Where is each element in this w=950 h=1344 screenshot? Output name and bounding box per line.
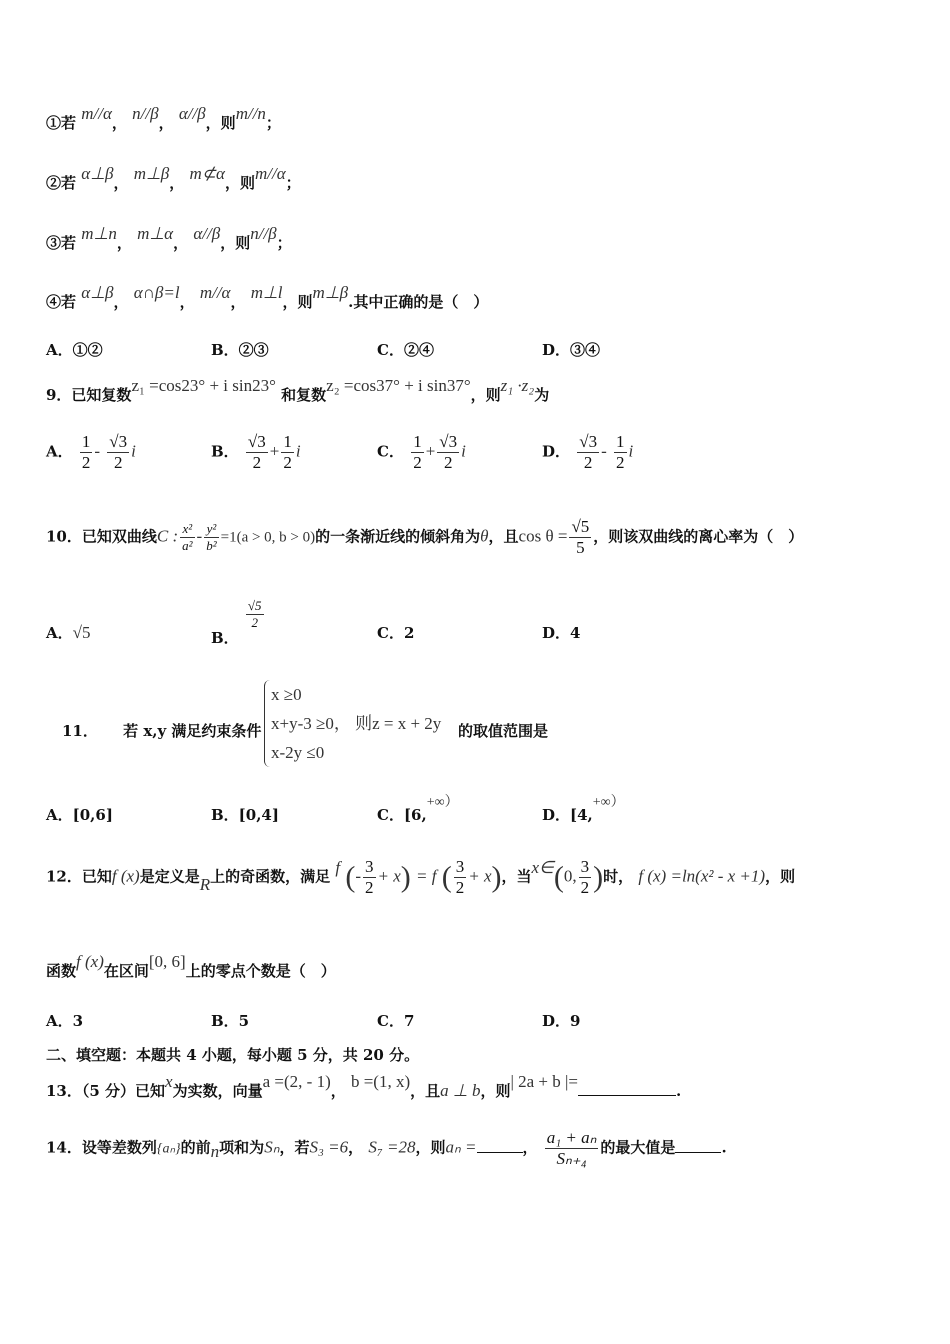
fraction-num: 3 <box>580 857 590 876</box>
left-paren: ( <box>553 860 564 894</box>
imag-unit: i <box>628 441 634 461</box>
fraction-den: 2 <box>365 878 374 897</box>
fraction <box>363 857 376 898</box>
operator: - <box>601 441 607 461</box>
math-expr: α//β <box>193 224 221 243</box>
fraction-num: √3 <box>439 432 458 451</box>
question-text: 为实数，向量 <box>172 1082 263 1100</box>
punct: ； <box>276 234 292 252</box>
fraction-den: 2 <box>413 453 422 472</box>
math-expr: m⊥β <box>133 164 170 183</box>
math-expr: [0, 6] <box>148 952 186 971</box>
condition-index: ① <box>46 114 62 132</box>
right-paren: ) <box>593 860 604 894</box>
q8-option-d[interactable]: D．③④ <box>542 341 601 359</box>
fraction-den: 2 <box>443 453 453 472</box>
math-expr: n//β <box>132 104 159 123</box>
fraction-den: 2 <box>580 878 590 897</box>
q9-option-a[interactable] <box>46 432 136 473</box>
q11-option-b[interactable]: B．[0,4] <box>211 806 279 824</box>
math-expr: n <box>210 1141 220 1161</box>
fraction <box>454 857 467 898</box>
fraction <box>614 432 627 473</box>
math-expr: cos θ = <box>518 526 568 546</box>
condition-2: ②若 α⊥β， m⊥β， m⊄α，则m//α； <box>46 164 301 192</box>
answer-blank[interactable] <box>675 1152 721 1153</box>
math-expr: S₃ =6 <box>309 1137 349 1157</box>
fraction-den: 2 <box>616 453 625 472</box>
word-ruo: 若 <box>61 174 77 192</box>
question-text: ，则该双曲线的离心率为（ ） <box>593 527 804 546</box>
condition-index: ④ <box>46 293 62 311</box>
condition-1: ①若 m//α， n//β， α//β，则m//n； <box>46 104 281 132</box>
word-then: 则 <box>235 234 251 252</box>
math-expr: | 2a + b |= <box>510 1072 579 1091</box>
question-text: 若 x,y 满足约束条件 <box>123 722 262 740</box>
question-text: 的最大值是 <box>600 1138 676 1157</box>
math-expr: +∞） <box>592 795 625 810</box>
math-expr: f (x) <box>76 952 104 971</box>
q8-option-b[interactable]: B．②③ <box>211 341 269 359</box>
math-expr: aₙ = <box>445 1137 477 1157</box>
question-11 <box>62 720 261 741</box>
fraction-num: 1 <box>283 432 292 451</box>
math-expr: b =(1, x) <box>350 1072 411 1091</box>
question-text: 和复数 <box>281 386 327 404</box>
question-14: 14．设等差数列{aₙ}的前n项和为Sₙ，若S₃ =6， S₇ =28，则aₙ = ， $\frac{\text{a₁ + aₙ}}{\text{Sₙ₊₄}}$ 的最大值是 . <box>46 1128 727 1168</box>
question-text: 函数 <box>46 962 77 980</box>
fraction <box>411 432 424 473</box>
imag-unit: i <box>461 441 466 461</box>
math-expr: x∈ <box>531 857 554 877</box>
math-expr: f (x) =ln(x² - x +1) <box>638 866 766 886</box>
question-12-prefix: 12．已知 <box>46 867 112 886</box>
math-expr: m⊄α <box>189 164 225 183</box>
math-expr: √5 <box>72 623 91 642</box>
math-expr: x <box>165 1072 173 1091</box>
fraction-num: √5 <box>247 598 262 613</box>
math-expr: m//α <box>81 104 112 123</box>
option-label: B． <box>211 628 239 647</box>
q10-option-c[interactable]: C．2 <box>377 624 415 642</box>
math-expr: m//α <box>199 283 231 302</box>
fraction-num: √3 <box>109 432 128 451</box>
question-9 <box>46 376 550 405</box>
fraction <box>107 432 129 473</box>
fraction-num: x² <box>180 521 194 538</box>
math-expr: + x <box>468 866 492 886</box>
fraction <box>545 1128 599 1169</box>
question-13-prefix: 13．（5 分）已知 <box>46 1082 166 1100</box>
word-then: 则 <box>239 174 255 192</box>
fraction-num: 1 <box>413 432 422 451</box>
fraction-den: 2 <box>283 453 292 472</box>
question-text: 项和为 <box>219 1138 265 1157</box>
question-text: ，若 <box>279 1138 310 1157</box>
fraction-num: 3 <box>455 857 465 876</box>
math-expr: α⊥β <box>81 164 114 183</box>
fraction-num: a₁ + aₙ <box>546 1128 597 1147</box>
q12-option-a[interactable]: A．3 <box>46 1012 84 1030</box>
question-text: 在区间 <box>103 962 149 980</box>
fraction-num: 3 <box>365 857 374 876</box>
option-label: D．[4, <box>542 806 593 824</box>
right-paren: ) <box>400 860 411 894</box>
math-expr: α⊥β <box>81 283 114 302</box>
punct: . <box>676 1082 682 1100</box>
fraction <box>246 598 264 631</box>
math-expr: a ⊥ b <box>440 1081 481 1100</box>
section-heading: 二、填空题：本题共 4 小题，每小题 5 分，共 20 分。 <box>46 1046 420 1064</box>
option-label: D． <box>542 442 571 461</box>
imag-unit: i <box>131 441 136 461</box>
math-expr: m//n <box>235 104 266 123</box>
word-ruo: 若 <box>61 234 77 252</box>
question-10-prefix: 10．已知双曲线 <box>46 527 157 546</box>
fraction-num: √3 <box>247 432 266 451</box>
fraction-num: 1 <box>81 432 91 451</box>
question-text: 的一条渐近线的倾斜角为 <box>315 527 481 546</box>
option-label: A． <box>46 442 73 461</box>
option-label: B． <box>211 442 239 461</box>
fraction-num: √5 <box>571 517 590 536</box>
math-expr: S₇ =28 <box>368 1137 416 1157</box>
imag-unit: i <box>295 441 301 461</box>
question-12-line2 <box>46 952 336 981</box>
question-text: ，则 <box>470 386 501 404</box>
fraction <box>204 521 218 554</box>
math-expr: n//β <box>250 224 277 243</box>
q12-option-d[interactable]: D．9 <box>542 1012 581 1030</box>
math-expr: R <box>199 874 211 894</box>
question-text: 的前 <box>180 1138 211 1157</box>
question-text: 上的奇函数，满足 <box>210 867 331 886</box>
fraction-den: a² <box>182 538 193 553</box>
fraction-den: Sₙ₊₄ <box>556 1149 587 1168</box>
fraction-num: y² <box>204 521 218 538</box>
math-expr: θ <box>480 526 489 546</box>
fraction <box>281 432 294 473</box>
operator: + <box>425 441 436 461</box>
question-12 <box>46 857 795 898</box>
q11-option-a[interactable]: A．[0,6] <box>46 806 113 824</box>
question-text: 时， <box>603 867 634 886</box>
question-text: ，则 <box>415 1138 446 1157</box>
math-expr: α∩β=l <box>133 283 180 302</box>
question-text: ，则 <box>765 867 796 886</box>
math-expr: f (x) <box>111 866 140 886</box>
question-stem-end: .其中正确的是（ ） <box>348 293 489 311</box>
question-10 <box>46 517 803 558</box>
math-expr: {aₙ} <box>156 1141 181 1157</box>
fraction-den: b² <box>206 538 217 553</box>
question-11-end: 的取值范围是 <box>458 722 549 740</box>
question-text: ，当 <box>501 867 532 886</box>
constraint-line: x-2y ≤0 <box>271 743 325 762</box>
punct: . <box>721 1138 727 1157</box>
fraction-den: 5 <box>576 538 585 557</box>
operator: - <box>355 866 362 886</box>
fraction-den: 2 <box>583 453 593 472</box>
right-paren: ) <box>491 860 502 894</box>
q9-option-d[interactable] <box>542 432 633 473</box>
q12-option-b[interactable]: B．5 <box>211 1012 250 1030</box>
fraction <box>246 432 268 473</box>
fraction <box>569 517 591 558</box>
math-expr: +∞） <box>426 795 459 810</box>
question-9-prefix: 9．已知复数 <box>46 386 132 404</box>
q10-option-b[interactable] <box>211 598 266 647</box>
fraction <box>579 857 592 898</box>
fraction-num: 1 <box>616 432 625 451</box>
question-text: 是定义是 <box>139 867 200 886</box>
math-expr: Sₙ <box>264 1137 280 1157</box>
q9-option-b[interactable] <box>211 432 301 473</box>
condition-index: ② <box>46 174 62 192</box>
math-expr: = f <box>416 866 437 886</box>
constraint-line: x ≥0 <box>271 685 302 704</box>
math-expr: m⊥β <box>312 283 349 302</box>
math-expr: m⊥l <box>250 283 283 302</box>
fraction-den: 2 <box>251 615 258 630</box>
math-expr: m⊥n <box>81 224 117 243</box>
operator: - <box>94 441 101 461</box>
fraction-den: 2 <box>81 453 91 472</box>
option-label: C． <box>377 442 404 461</box>
question-number: 11． <box>62 722 98 740</box>
constraint-line: x+y-3 ≥0， 则z = x + 2y <box>271 714 442 733</box>
math-expr: m⊥α <box>137 224 174 243</box>
punct: ； <box>265 114 281 132</box>
math-expr: z₂ =cos37° + i sin37° <box>326 376 471 395</box>
option-label: A． <box>46 624 73 642</box>
q8-option-a[interactable]: A．①② <box>46 341 103 359</box>
word-ruo: 若 <box>61 293 77 311</box>
fraction <box>577 432 599 473</box>
constraint-system <box>264 680 441 767</box>
fraction-num: √3 <box>579 432 598 451</box>
fraction-den: 2 <box>252 453 262 472</box>
math-expr: z₁ ·z₂ <box>500 376 535 395</box>
math-expr: 0, <box>563 866 577 886</box>
fraction <box>80 432 93 473</box>
math-expr: m//α <box>254 164 286 183</box>
word-then: 则 <box>297 293 313 311</box>
math-expr: =1(a > 0, b > 0) <box>220 529 316 546</box>
math-expr: a =(2, - 1) <box>262 1072 331 1091</box>
q8-option-c[interactable]: C．②④ <box>377 341 434 359</box>
question-text: ，且 <box>410 1082 441 1100</box>
left-paren: ( <box>441 860 452 894</box>
question-text: 为 <box>534 386 550 404</box>
q12-option-c[interactable]: C．7 <box>377 1012 415 1030</box>
question-text: ，则 <box>480 1082 511 1100</box>
q11-option-c[interactable] <box>377 795 459 825</box>
operator: - <box>196 526 203 546</box>
question-text: ，且 <box>488 527 519 546</box>
math-expr: z₁ =cos23° + i sin23° <box>131 376 276 395</box>
math-expr: C : <box>156 526 179 546</box>
punct: ， <box>522 1138 538 1157</box>
q10-option-d[interactable]: D．4 <box>542 624 581 642</box>
option-label: C．[6, <box>377 806 427 824</box>
punct: ； <box>285 174 301 192</box>
fraction-den: 2 <box>455 878 465 897</box>
fraction <box>437 432 459 473</box>
answer-blank[interactable] <box>477 1152 523 1153</box>
question-14-prefix: 14．设等差数列 <box>46 1138 157 1157</box>
word-ruo: 若 <box>61 114 77 132</box>
fraction-den: 2 <box>113 453 123 472</box>
question-text: 上的零点个数是（ ） <box>185 962 336 980</box>
answer-blank[interactable] <box>578 1095 676 1096</box>
fraction <box>180 521 194 554</box>
math-expr: + x <box>377 866 401 886</box>
q11-option-d[interactable] <box>542 795 625 825</box>
condition-4: ④若 α⊥β， α∩β=l， m//α， m⊥l，则m⊥β.其中正确的是（ ） <box>46 283 489 311</box>
math-expr: α//β <box>178 104 206 123</box>
q9-option-c[interactable] <box>377 432 466 473</box>
operator: + <box>269 441 280 461</box>
question-13: 13．（5 分）已知x为实数，向量a =(2, - 1)， b =(1, x)，且a ⊥ b，则| 2a + b |= . <box>46 1072 682 1100</box>
condition-3: ③若 m⊥n， m⊥α， α//β，则n//β； <box>46 224 292 252</box>
condition-index: ③ <box>46 234 62 252</box>
left-paren: ( <box>345 860 356 894</box>
math-expr: f <box>335 857 341 877</box>
q10-option-a[interactable] <box>46 622 90 643</box>
word-then: 则 <box>220 114 236 132</box>
